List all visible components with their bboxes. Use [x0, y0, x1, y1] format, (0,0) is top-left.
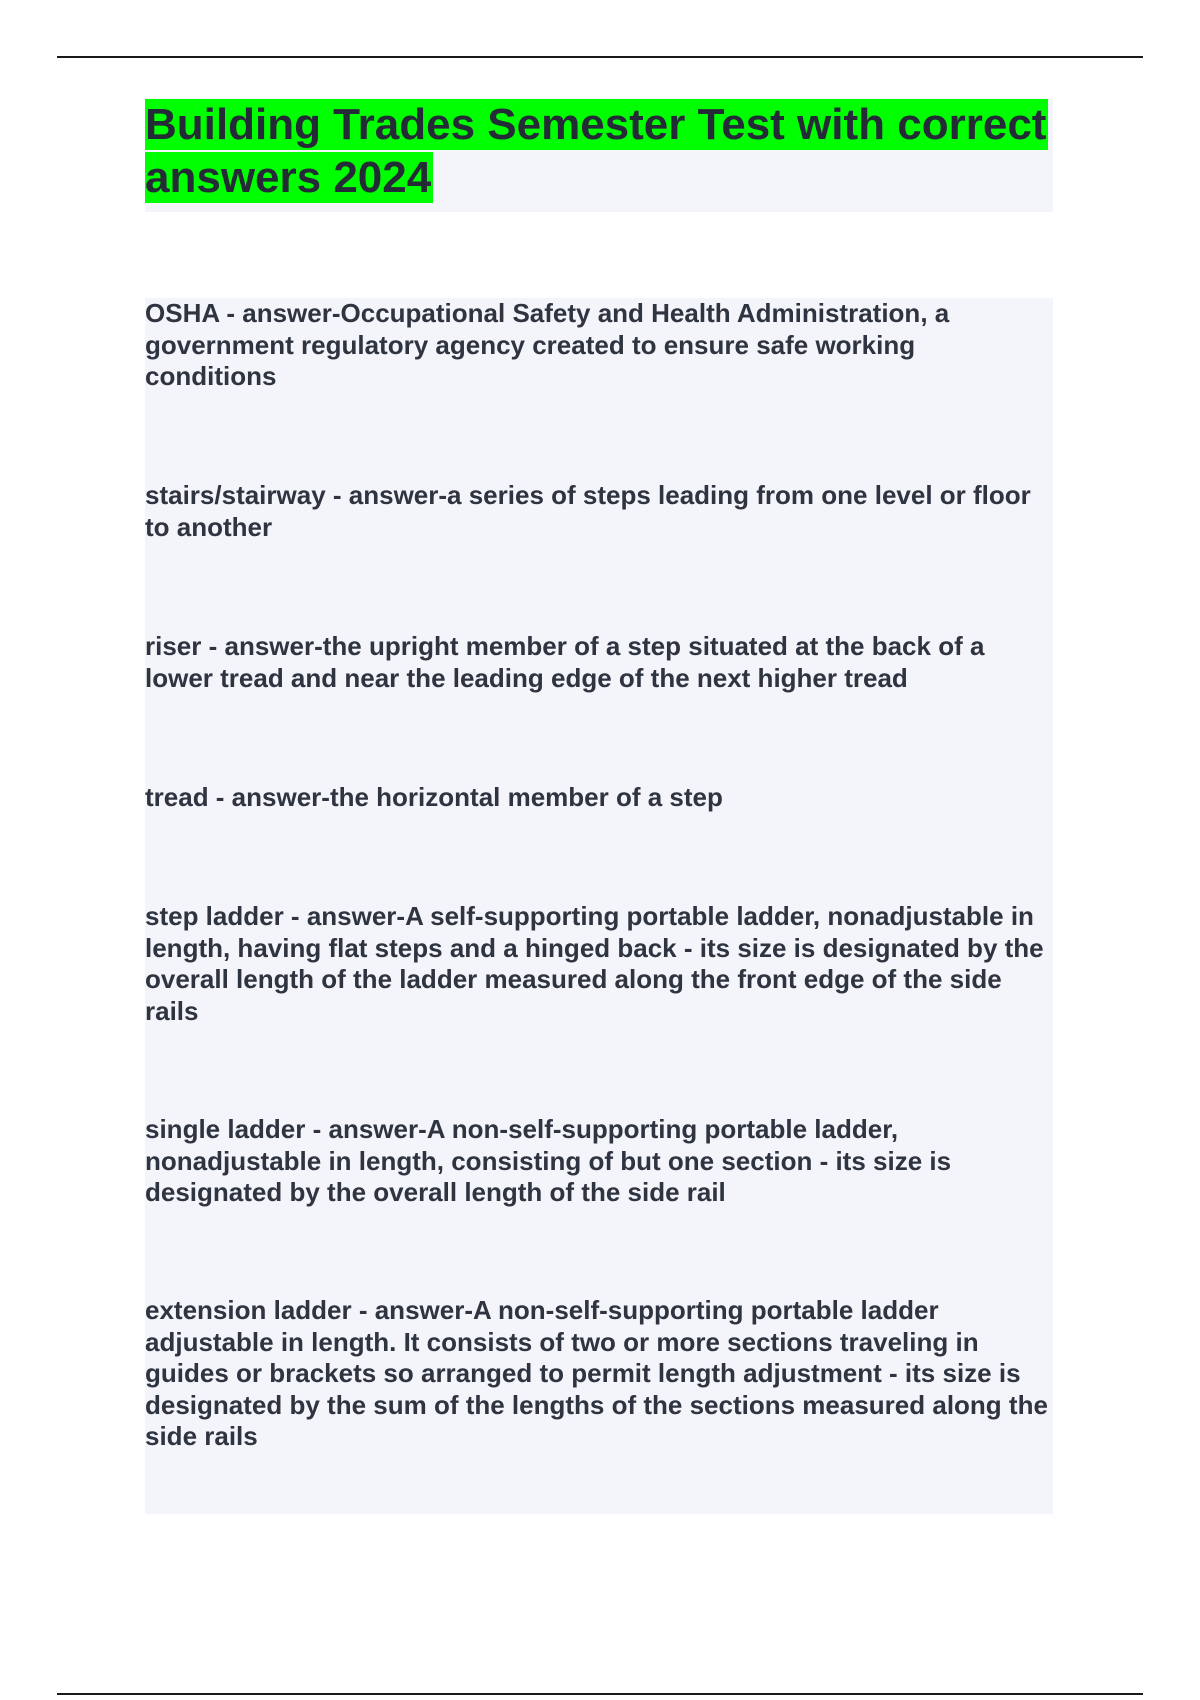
entry-tread: tread - answer-the horizontal member of a step: [145, 782, 723, 812]
top-rule: [57, 56, 1143, 58]
title-block: [145, 98, 1053, 212]
entry-extension-ladder: extension ladder - answer-A non-self-supporting portable ladder adjustable in length. It consists of two or more sections traveling in guides or brackets so arranged to permit length adjustment - its size is designated by the sum of the lengths of the sections measured along the side rails: [145, 1295, 1048, 1451]
title-highlight: Building Trades Semester Test with correct answers 2024: [145, 100, 1047, 202]
document-title: [145, 98, 1053, 204]
content-block: [145, 298, 1053, 1514]
entry-osha: OSHA - answer-Occupational Safety and Health Administration, a government regulatory agency created to ensure safe working conditions: [145, 298, 950, 391]
entry-step-ladder: step ladder - answer-A self-supporting portable ladder, nonadjustable in length, having flat steps and a hinged back - its size is designated by the overall length of the ladder measured along the front edge of the side rails: [145, 901, 1044, 1026]
bottom-rule: [57, 1693, 1143, 1695]
entry-riser: riser - answer-the upright member of a step situated at the back of a lower tread and near the leading edge of the next higher tread: [145, 631, 985, 693]
entry-stairs: stairs/stairway - answer-a series of steps leading from one level or floor to another: [145, 480, 1031, 542]
entry-single-ladder: single ladder - answer-A non-self-supporting portable ladder, nonadjustable in length, consisting of but one section - its size is designated by the overall length of the side rail: [145, 1114, 952, 1207]
